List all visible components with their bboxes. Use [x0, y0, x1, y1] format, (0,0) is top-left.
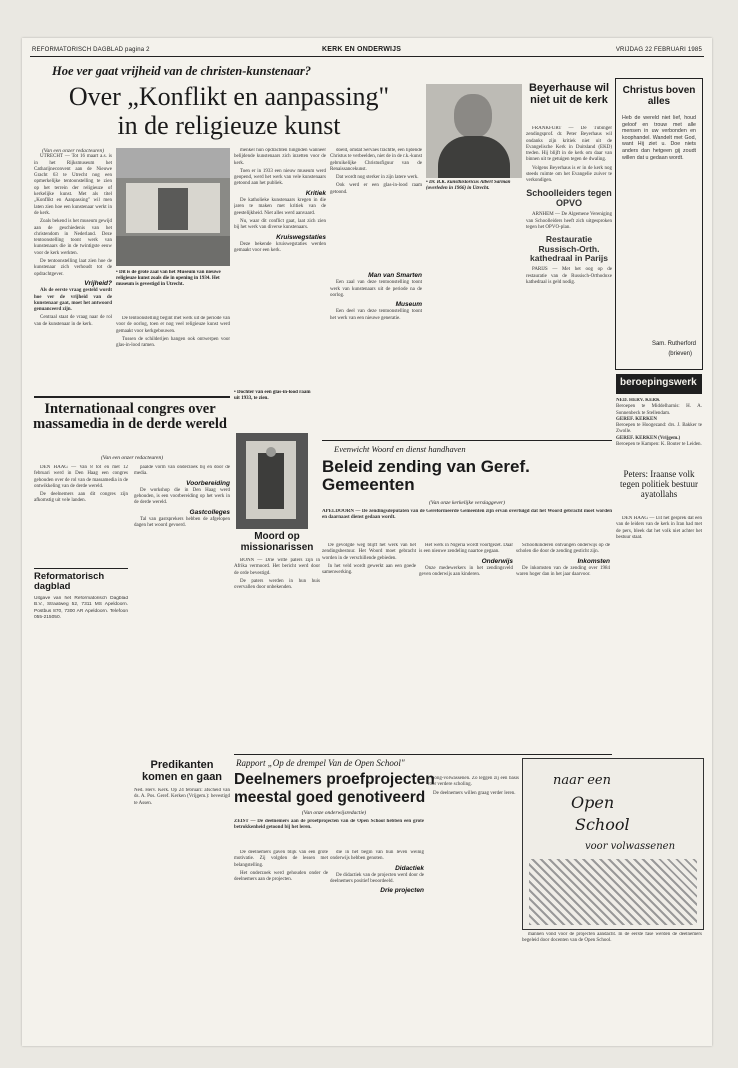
beroep-heading-3: GEREF. KERKEN (Vrijgem.) — [616, 435, 681, 441]
main-column-5: Man van Smarten Een zaal van deze tentoonstelling toont werk van kunstenaars uit de periode na de oorlog. Museum Een deel van deze tentoonstelling toont het werk van een nieuwe generatie. — [330, 272, 422, 321]
missie-column: BONN — Drie witte paters zijn in Afrika vermoord. Het bericht werd door de orde bevestigd. De paters werden in hun huis overvallen door onbekenden. — [234, 558, 320, 591]
zending-column-3: Schoolkinderen ontvangen onderwijs op de scholen die door de zending gesticht zijn. Inkomsten De inkomsten van de zending over 1984 waren hoger dan in het jaar daarvoor. — [516, 543, 610, 578]
zending-column-1: De gevolgde weg blijft het werk van het zendingsbestuur. Het Woord moet gebracht worden in de verschillende gebieden. In het veld wordt gewerkt aan een goede samenwerking. — [322, 543, 416, 576]
photo-caption: • Dit is de grote zaal van het Museum van nieuwe religieuze kunst zoals die in opening in 1934. Het museum is gevestigd in Utrecht. — [116, 270, 221, 287]
massamedia-rule — [34, 396, 230, 398]
zending-lead: APELDOORN — De zendingsdeputaten van de Gereformeerde Gemeenten zijn ervan overtuigd dat het Woord gebracht moet worden en daarnaast dienst gedaan wordt. — [322, 509, 612, 521]
openschool-sub-projecten: Drie projecten — [380, 887, 424, 895]
beyerhause-column: FRANKFURT — De Tübinger zendingsprof. dr. Peter Beyerhaus wil ondanks zijn kritiek niet uit de Evangelische Kerk in Duitsland (EKD) treden. Hij blijft in de kerk om daar van binnen uit te getuigen tegen de dwaling. Volgens Beyerhaus is er in de kerk nog steeds ruimte om het Evangelie zuiver te verkondigen. Schoolleiders tegen OPVO ARNHEM — De Algemene Vereniging van Schoolleiders heeft zich uitgesproken tegen het OPVO-plan. Restauratie Russisch-Orth. kathedraal in Parijs PARIJS — Met het oog op de restauratie van de Russisch-Orthodoxe kathedraal is geld nodig. — [526, 126, 612, 285]
main-kicker: Hoe ver gaat vrijheid van de christen-kunstenaar? — [52, 64, 312, 78]
sub-kruiswegstaties: Kruiswegstaties — [276, 233, 326, 241]
header-left: REFORMATORISCH DAGBLAD pagina 2 — [32, 47, 150, 53]
zending-kicker: Evenwicht Woord en dienst handhaven — [334, 444, 466, 454]
header-rule — [30, 56, 704, 57]
christus-title: Christus boven alles — [622, 85, 696, 107]
massamedia-title: Internationaal congres over massamedia in de derde wereld — [33, 401, 227, 433]
openschool-kicker: Rapport „Op de drempel Van de Open School" — [236, 758, 405, 768]
main-column-3: menkel hun opdrachten hingnden wanneer belijdende kunstenaars zich inzetten voor de kerk. Toen er in 1933 een nieuw museum werd geopend, werd het werk van vele kunstenaars getoond aan het publiek. Kritiek De katholieke kunstenaars kregen in die jaren te maken met kritiek van de geestelijkheid. Niet alles werd aanvaard. Nu, waar dit conflict gaat, laat zich zien bij het werk van diverse kunstenaars. Kruiswegstaties Deze bekende kruiswegstaties werden gemaakt voor een kerk. — [234, 148, 326, 254]
openschool-column-2: die in het begin van hun leven weinig onderwijs hebben genoten. Didactiek De didactiek van de projecten werd door de deelnemers positief beoordeeld. Drie projecten — [330, 850, 424, 895]
main-column-2: De tentoonstelling begint met werk uit de periode van voor de oorlog, toen er nog veel religieuze kunst werd gemaakt voor kerkgebouwen. Tussen de schilderijen hangen ook ontwerpen voor glas-in-lood ramen. — [116, 316, 230, 349]
zending-byline: (Van onze kerkelijke verslaggever) — [429, 500, 505, 506]
sub-museum: Museum — [395, 301, 422, 309]
peters-title: Peters: Iraanse volk tegen politiek bestuur ayatollahs — [620, 469, 698, 499]
beroep-heading-2: GEREF. KERKEN — [616, 416, 657, 422]
header-right: VRIJDAG 22 FEBRUARI 1985 — [615, 47, 702, 53]
massamedia-text: DEN HAAG — Van 8 tot en met 12 februari werd in Den Haag een congres gehouden over de rol van de massamedia in de ontwikkeling van de derde wereld. — [34, 465, 128, 489]
drawing-line3: School — [575, 815, 630, 834]
christus-author-sub: (brieven) — [668, 351, 692, 357]
predikanten-text: Ned. Herv. Kerk. Op 24 februari: afscheid van ds. A. Pos. Geref. Kerken (Vrijgem.): bevestigd te Assen. — [134, 788, 230, 806]
openschool-column-4: mannen vond voor de projecten aandacht. In de eerste fase werden de deelnemers begeleid door docenten van de Open School. — [522, 932, 702, 944]
main-title-line2: in de religieuze kunst — [117, 111, 341, 140]
portrait-photo — [426, 84, 522, 178]
beroep-text-1: Beroepen te Middelharnis: H. A. Sonnenbeck te Stellendam. — [616, 404, 702, 416]
stained-glass-image — [236, 433, 308, 529]
sub-vrijheid: Vrijheid? — [84, 279, 112, 287]
colofon-text: Uitgave van het Reformatorisch Dagblad B.V., Straatweg 52, 7311 MS Apeldoorn. Postbus 870, 7300 AR Apeldoorn. Telefoon 055-215050. — [34, 596, 128, 620]
missie-title: Moord op missionarissen — [240, 531, 314, 553]
openschool-lead: ZEIST — De deelnemers aan de proefprojecten van de Open School hebben een grote betrokkenheid getoond bij het leren. — [234, 819, 424, 831]
massamedia-sub-voorbereiding: Voorbereiding — [186, 479, 230, 487]
beyerhause-title: Beyerhause wil niet uit de kerk — [528, 82, 610, 107]
missie-text: BONN — Drie witte paters zijn in Afrika vermoord. Het bericht werd door de orde bevestigd. — [234, 558, 320, 576]
massamedia-sub-gastcolleges: Gastcolleges — [189, 508, 230, 516]
zending-sub-onderwijs: Onderwijs — [481, 557, 513, 565]
massamedia-column-1: DEN HAAG — Van 8 tot en met 12 februari werd in Den Haag een congres gehouden over de rol van de massamedia in de ontwikkeling van de derde wereld. De deelnemers aan dit congres zijn afkomstig uit vele landen. — [34, 465, 128, 504]
beyerhause-text: FRANKFURT — De Tübinger zendingsprof. dr. Peter Beyerhaus wil ondanks zijn kritiek niet uit de Evangelische Kerk in Duitsland (EKD) treden. Hij blijft in de kerk om daar van binnen uit te getuigen tegen de dwaling. — [526, 126, 612, 163]
main-column-1: (Van een onzer redacteuren) UTRECHT — Tot 16 maart a.s. is in het Rijksmuseum het Catharijneconvent aan de Nieuwe Gracht 63 te Utrecht nog een opmerkelijke tentoonstelling te zien op het terrein der religieuze of kerkelijke kunst. Met als titel „Konflikt en Aanpassing" wil men laten zien hoe een kunstenaar werkt in de kerk. Zoals bekend is het museum gewijd aan de geschiedenis van het christendom in Nederland. Deze tentoonstelling toont werk van kunstenaars die in de twintigste eeuw voor de kerk werkten. De tentoonstelling laat zien hoe de kunstenaar zich verhoudt tot de opdrachtgever. Vrijheid? Als de eerste vraag gesteld wordt hoe ver de vrijheid van de kunstenaar gaat, moet het antwoord genuanceerd zijn. Centraal staat de vraag naar de rol van de kunstenaar in de kerk. — [34, 148, 112, 327]
main-column-4: doeld, omdat Servaes trachtte, een lijdende Christus te verbeelden, niet de in de r.k.-kunst gebruikelijke Christusfiguur van de Renaissancekunst. Dat wordt nog sterker in zijn latere werk. Ook werd er een glas-in-lood raam getoond. — [330, 148, 422, 195]
openschool-column-3: jong-volwassenen. Zo leggen zij een basis voor verdere scholing. De deelnemers willen graag verder leren. — [427, 776, 519, 796]
main-byline: (Van een onzer redacteuren) — [41, 148, 105, 154]
museum-hall-photo — [116, 148, 230, 266]
beroepingswerk-banner — [616, 374, 702, 394]
drawing-line2: Open — [571, 793, 615, 812]
massamedia-column-2: paalde vorm van onderzoek bij en door de media. Voorbereiding De workshop die in Den Haag werd gehouden, is een voorbereiding op het werk in de derde wereld. Gastcolleges Tal van gastsprekers hebben de afgelopen dagen het woord gevoerd. — [134, 465, 230, 529]
main-title-line1: Over „Konflikt en aanpassing" — [68, 82, 390, 111]
openschool-column-1: De deelnemers gaven blijk van een grote motivatie. Zij volgden de lessen met belangstelling. Het onderzoek werd gehouden onder de deelnemers aan de projecten. — [234, 850, 328, 883]
sub-man-van-smarten: Man van Smarten — [368, 272, 422, 279]
beroep-text-2: Beroepen te Hoogezand: drs. J. Bakker te Zwolle. — [616, 423, 702, 435]
newspaper-page — [22, 38, 712, 1046]
beroep-text-3: Beroepen te Kampen: K. Bouter te Leiden. — [616, 442, 702, 448]
drawing-line4: voor volwassenen — [585, 841, 676, 852]
portrait-caption: • Dr. B.K. kunsthistoricus Albert Sarman (overleden in 1966) in Utrecht. — [426, 180, 511, 191]
peters-column: DEN HAAG — Uit het gesprek dat een van de leiders van de kerk in Iran had met de pers, bleek dat het volk niet achter het bestuur staat. — [616, 516, 702, 540]
christus-box — [615, 78, 703, 370]
beroep-heading-1: NED. HERV. KERK — [616, 398, 660, 403]
christus-text: Heb de wereld niet lief, houd geloof en trouw met alle mensen in uw verbonden en koophandel. Wandelt met God, want Hij ziet u. Doe niets anders dan hetgeen gij zoudt willen dat u gedaan wordt. — [622, 115, 696, 161]
openschool-rule — [234, 754, 612, 755]
drawing-hatching — [529, 859, 697, 925]
colofon-title: Reformatorisch dagblad — [34, 571, 105, 592]
beroepingswerk-list — [616, 398, 702, 468]
zending-rule — [322, 440, 612, 441]
main-lead: UTRECHT — Tot 16 maart a.s. is in het Rijksmuseum het Catharijneconvent aan de Nieuwe Gracht 63 te Utrecht nog een opmerkelijke tentoonstelling te zien op het terrein der religieuze of kerkelijke kunst. Met als titel „Konflikt en Aanpassing" wil men laten zien hoe een kunstenaar werkt in de kerk. — [34, 154, 112, 216]
beroepingswerk-title: beroepingswerk — [620, 377, 697, 388]
drawing-line1: naar een — [553, 773, 611, 788]
openschool-sub-didactiek: Didactiek — [395, 864, 424, 872]
predikanten-title: Predikanten komen en gaan — [141, 759, 223, 783]
openschool-title-line1: Deelnemers proefprojecten — [234, 771, 435, 788]
christus-author: Sam. Rutherford — [651, 341, 696, 347]
zending-sub-inkomsten: Inkomsten — [577, 557, 610, 565]
open-school-drawing — [522, 758, 704, 930]
beyerhause-sub1: Schoolleiders tegen OPVO — [526, 187, 612, 208]
massamedia-byline: (Van een onzer redacteuren) — [100, 455, 164, 461]
painting-caption: • Dochter van een glas-in-lood raam uit 1933, te zien. — [234, 390, 311, 401]
openschool-title-line2: meestal goed genotiveerd — [234, 789, 426, 806]
header-center: KERK EN ONDERWIJS — [322, 46, 402, 53]
openschool-byline: (Van onze onderwijsredactie) — [301, 810, 367, 816]
zending-column-2: Het werk in Nigeria wordt voortgezet. Daar is een nieuwe zendeling naartoe gegaan. Onderwijs Onze medewerkers in het zendingsveld geven onderwijs aan kinderen. — [419, 543, 513, 578]
colofon-rule — [34, 568, 128, 569]
beyerhause-sub2: Restauratie Russisch-Orth. kathedraal in Parijs — [530, 234, 608, 264]
sub-kritiek: Kritiek — [305, 189, 326, 197]
zending-title: Beleid zending van Geref. Gemeenten — [322, 457, 530, 494]
